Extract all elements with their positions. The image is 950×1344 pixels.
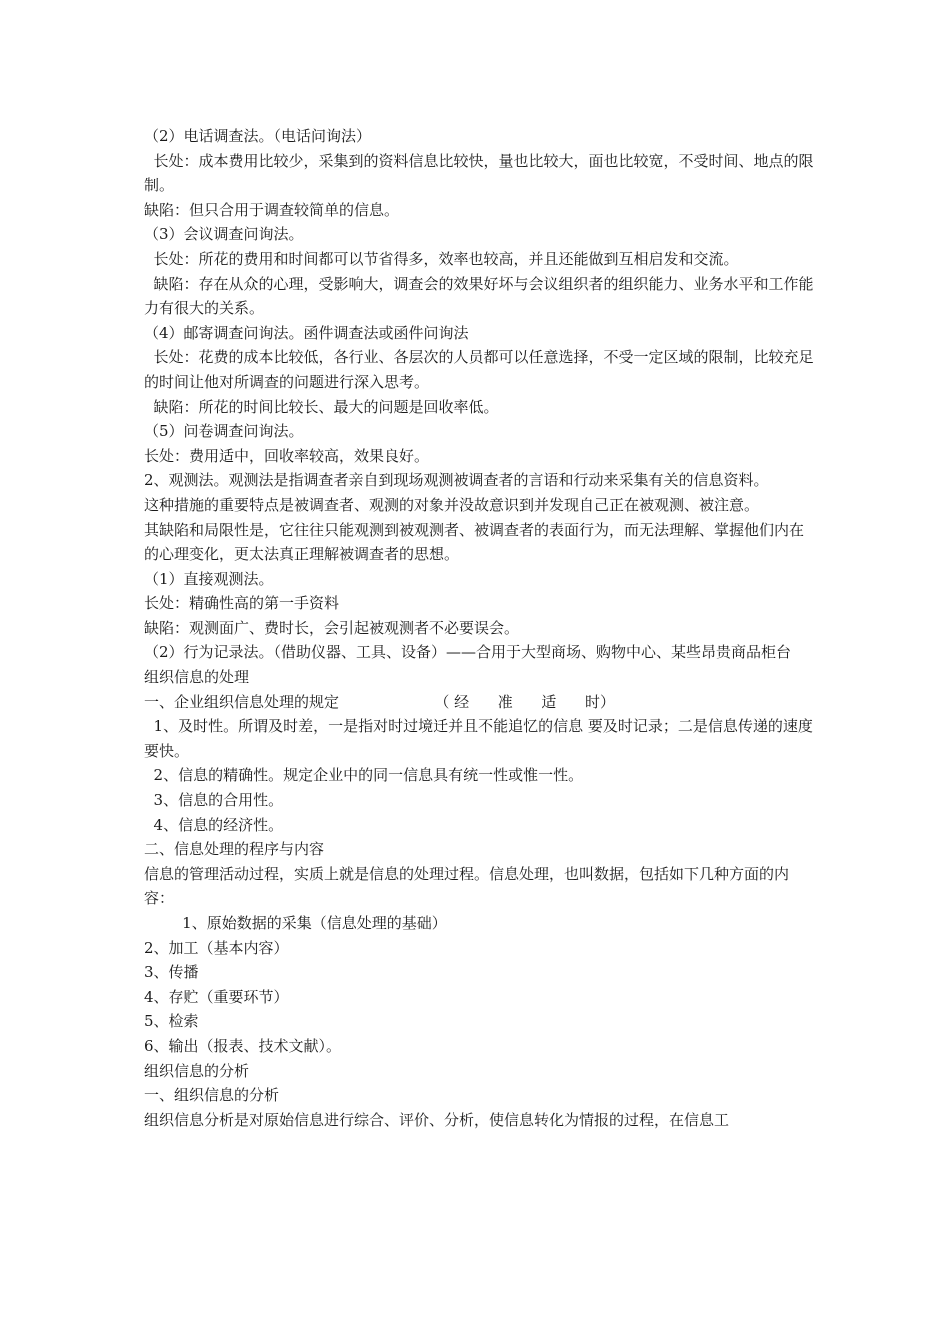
paragraph: 4、信息的经济性。 <box>144 815 284 834</box>
paragraph: （2）电话调查法。（电话问询法） <box>144 127 372 145</box>
paragraph: 一、企业组织信息处理的规定 （ 经 准 适 时） <box>144 692 615 711</box>
paragraph: 一、组织信息的分析 <box>144 1086 280 1105</box>
paragraph: 2、观测法。观测法是指调查者亲自到现场观测被调查者的言语和行动来采集有关的信息资料。 <box>144 471 769 490</box>
paragraph: 4、存贮（重要环节） <box>144 987 289 1006</box>
paragraph: 长处：精确性高的第一手资料 <box>144 594 340 613</box>
paragraph: 缺陷：但只合用于调查较简单的信息。 <box>144 200 400 219</box>
paragraph: 3、传播 <box>144 963 199 982</box>
paragraph: 5、检索 <box>144 1012 199 1031</box>
paragraph: 缺陷：所花的时间比较长、最大的问题是回收率低。 <box>144 397 499 416</box>
paragraph: （2）行为记录法。（借助仪器、工具、设备）——合用于大型商场、购物中心、某些昂贵商品柜台 <box>144 643 792 662</box>
paragraph: （4）邮寄调查问询法。函件调查法或函件问询法 <box>144 323 469 342</box>
paragraph: （3）会议调查问询法。 <box>144 225 304 244</box>
document-body <box>144 124 814 1132</box>
paragraph: 缺陷：观测面广、费时长，会引起被观测者不必要误会。 <box>144 618 520 637</box>
paragraph: 6、输出（报表、技术文献）。 <box>144 1036 342 1055</box>
paragraph: 信息的管理活动过程，实质上就是信息的处理过程。信息处理，也叫数据，包括如下几种方面的内容： <box>144 864 790 908</box>
paragraph: 2、加工（基本内容） <box>144 938 289 957</box>
paragraph: 这种措施的重要特点是被调查者、观测的对象并没故意识到并发现自己正在被观测、被注意。 <box>144 495 760 514</box>
paragraph: 1、及时性。所谓及时差，一是指对时过境迁并且不能追忆的信息 要及时记录；二是信息传递的速度要快。 <box>144 717 813 760</box>
paragraph: 长处：费用适中，回收率较高，效果良好。 <box>144 446 430 465</box>
paragraph: 长处：花费的成本比较低，各行业、各层次的人员都可以任意选择，不受一定区域的限制，比较充足的时间让他对所调查的问题进行深入思考。 <box>144 348 814 391</box>
paragraph: 长处：所花的费用和时间都可以节省得多，效率也较高，并且还能做到互相启发和交流。 <box>144 249 739 268</box>
paragraph: 3、信息的合用性。 <box>144 791 284 810</box>
paragraph: 1、原始数据的采集（信息处理的基础） <box>144 914 447 932</box>
paragraph: （5）问卷调查问询法。 <box>144 422 304 441</box>
paragraph: 其缺陷和局限性是，它往往只能观测到被观测者、被调查者的表面行为，而无法理解、掌握他们内在的心理变化，更太法真正理解被调查者的思想。 <box>144 520 805 564</box>
paragraph: 组织信息分析是对原始信息进行综合、评价、分析，使信息转化为情报的过程，在信息工 <box>144 1110 730 1129</box>
paragraph: 缺陷：存在从众的心理，受影响大，调查会的效果好坏与会议组织者的组织能力、业务水平和工作能力有很大的关系。 <box>144 274 814 318</box>
paragraph: 二、信息处理的程序与内容 <box>144 840 325 859</box>
paragraph: 长处：成本费用比较少，采集到的资料信息比较快，量也比较大，面也比较宽，不受时间、地点的限制。 <box>144 151 814 195</box>
paragraph: 组织信息的分析 <box>144 1061 250 1080</box>
paragraph: （1）直接观测法。 <box>144 569 274 588</box>
paragraph: 组织信息的处理 <box>144 668 250 687</box>
paragraph: 2、信息的精确性。规定企业中的同一信息具有统一性或惟一性。 <box>144 766 584 785</box>
